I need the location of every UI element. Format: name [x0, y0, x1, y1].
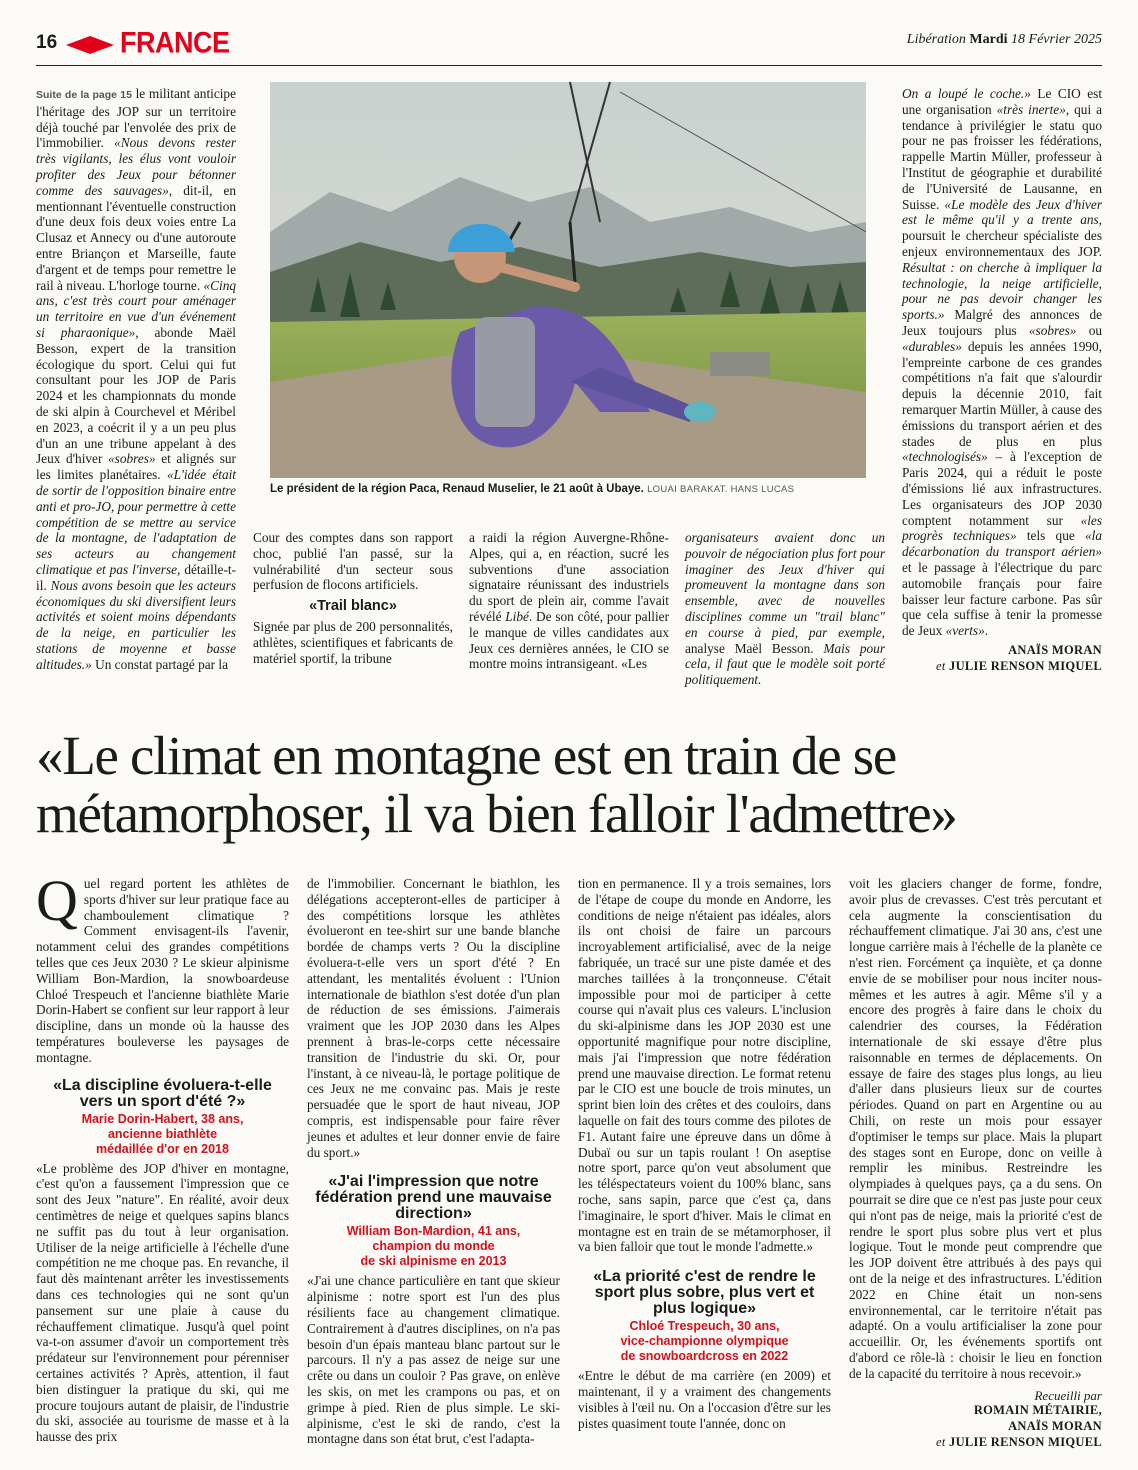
top-column-5: [902, 86, 1102, 674]
dropcap: Q: [36, 868, 78, 933]
article-photo: [270, 82, 866, 478]
quote: «la décarbonation du transport aérien»: [902, 528, 1102, 560]
interview-header-3: [578, 1269, 831, 1364]
quote: Nous avons besoin que les acteurs économiques du ski diversifient leurs activités et soient moins dépendants de la neige, en particulier les stations de moyenne et basse altitudes.»: [36, 577, 236, 672]
top-column-2: [253, 530, 453, 666]
quote: «technologisés»: [902, 449, 988, 465]
top-column-4: [685, 530, 885, 688]
interviewee-role: de ski alpinisme en 2013: [360, 1254, 507, 1269]
interview-title: «La discipline évoluera-t-elle vers un sport d'été ?»: [53, 1076, 272, 1110]
quote: «durables»: [902, 338, 962, 354]
credit-intro: Recueilli par: [1034, 1387, 1102, 1403]
conjunction: et: [935, 658, 946, 673]
author-name: JULIE RENSON MIQUEL: [949, 1434, 1102, 1449]
quote: «très inerte»: [996, 101, 1066, 117]
interviewee-name: Marie Dorin-Habert, 38 ans,: [81, 1111, 244, 1126]
text: .: [984, 623, 989, 639]
interviewee-name: William Bon-Mardion, 41 ans,: [346, 1224, 521, 1239]
text: détaille-t-il.: [36, 561, 236, 593]
text: Le CIO est une organisation: [902, 86, 1103, 117]
interviewee-role: vice-championne olympique: [620, 1334, 789, 1349]
text: , qui a tendance à privilégier le statu quo pour ne pas froisser les fédérations, rappelle Martin Müller, professeur à l'Institut de géographie et durabilité de l'Université de Lausanne, en Suisse.: [902, 101, 1103, 212]
interview-credits: [849, 1388, 1102, 1451]
interview-header-2: [307, 1174, 560, 1269]
section-title: FRANCE: [120, 26, 230, 60]
interviewee-role: champion du monde: [372, 1239, 495, 1254]
conjunction: et: [935, 1434, 946, 1449]
text: depuis les années 1990, l'empreinte carbone de ces grandes compétitions n'a fait que s'alourdir depuis la décennie 2010, fait remarquer Martin Müller, à cause des émissions du transport aérien et des stades de plus en plus: [902, 338, 1102, 449]
top-column-1: [36, 86, 236, 672]
photo-credit: LOUAI BARAKAT. HANS LUCAS: [647, 484, 795, 495]
interviewee-role: ancienne biathlète: [107, 1126, 218, 1141]
bottom-column-4: [849, 876, 1102, 1451]
quote: «Cinq ans, c'est très court pour aménager un territoire en vue d'un événement si pharaonique»: [36, 277, 236, 340]
text: le militant anticipe l'héritage des JOP sur un territoire déjà touché par l'envolée des prix de l'immobilier.: [36, 86, 236, 151]
top-column-3: [469, 530, 669, 672]
text: de l'immobilier. Concernant le biathlon, les délégations accepteront-elles de participer à des compétitions lorsque les athlètes évolueront en tee-shirt sur une bande blanche bordée de champs verts ? Ou la discipline évoluera-t-elle vers un sport d'été ? En attendant, les mentalités évoluent : l'Union internationale de biathlon s'est dotée d'un plan de réduction de ses émissions. J'aimerais vraiment que les JOP 2030 dans les Alpes prennent à bras-le-corps cette nécessaire transition de l'industrie du ski. Or, pour l'instant, à ce niveau-là, le portage politique de ces Jeux ne me convainc pas. Mais je reste persuadée que le sport de haut niveau, JOP compris, est indispensable pour faire rêver jeunes et adultes et leur donner envie de faire du sport.»: [307, 876, 560, 1160]
quote: «Le modèle des Jeux d'hiver est le même qu'il y a trente ans,: [902, 196, 1102, 228]
interview-header-1: [36, 1078, 289, 1157]
interviewee: [578, 1319, 831, 1364]
text: Signée par plus de 200 personnalités, athlètes, scientifiques et fabricants de matériel sportif, la tribune: [253, 618, 453, 666]
headline: «Le climat en montagne est en train de se métamorphoser, il va bien falloir l'admettre»: [36, 725, 957, 844]
quote: «verts»: [945, 623, 985, 639]
masthead-day: Mardi: [969, 32, 1008, 47]
text: Un constat partagé par la: [95, 656, 229, 672]
caption-text: Le président de la région Paca, Renaud Muselier, le 21 août à Ubaye.: [270, 483, 644, 495]
interviewee: [36, 1112, 289, 1157]
interview-title: «La priorité c'est de rendre le sport plus sobre, plus vert et plus logique»: [593, 1268, 816, 1318]
text: a raidi la région Auvergne-Rhône-Alpes, qui a, en réaction, sucré les subventions d'une association signataire réunissant des industriels du sport de plein air, comme l'avait révélé: [469, 530, 669, 624]
text: . De son côté, pour pallier le manque de villes candidates aux Jeux ces dernières années, le CIO se montre moins intransigeant. «Les: [469, 608, 669, 672]
subhead-trail-blanc: «Trail blanc»: [309, 598, 397, 615]
interviewee-role: de snowboardcross en 2022: [620, 1349, 789, 1364]
text: , abonde Maël Besson, expert de la transition écologique du sport. Celui qui fut consultant pour les JOP de Paris 2024 et les championnats du monde de ski alpin à Courchevel et Méribel en 2023, a coécrit il y a un peu plus d'un an une tribune appelant à des Jeux d'hiver: [36, 324, 236, 467]
author-name: ANAÏS MORAN: [1008, 1419, 1102, 1434]
quote: «sobres»: [108, 451, 156, 467]
text: Malgré des annonces de Jeux toujours plus: [902, 307, 1102, 338]
bottom-column-1: [36, 868, 289, 1445]
text: analyse Maël Besson.: [685, 640, 814, 656]
quote: On a loupé le coche.»: [902, 86, 1031, 101]
author-signature: [902, 643, 1102, 675]
bottom-column-3: [578, 876, 831, 1431]
bottom-column-2: [307, 876, 560, 1447]
text: «Le problème des JOP d'hiver en montagne, c'est qu'on a faussement l'impression que ce sont des Jeux "nature". En réalité, avoir deux centimètres de neige et quelques sapins blancs ne suffit pas du tout à leur organisation. Utiliser de la neige artificielle à l'échelle d'une compétition ne me choque pas. En revanche, il faut dès maintenant arrêter les investissements dans ces technologies qui ne sont qu'un pansement sur une plaie à cause du réchauffement climatique. Jusqu'à quel point va-t-on assumer d'avoir un comportement très prédateur sur l'environnement pour pérenniser certaines activités ? Après, attention, il faut bien distinguer la pratique du ski, qui me procure toujours autant de plaisir, de l'industrie du ski, associée au tourisme de masse et à la hausse des prix: [36, 1160, 289, 1445]
quote: organisateurs avaient donc un pouvoir de négociation plus fort pour imaginer des Jeux d'hiver qui promeuvent la montagne dans son ensemble, avec de nouvelles disciplines comme un "trail blanc" en course à pied, par exemple,: [685, 530, 885, 640]
interviewee-role: médaillée d'or en 2018: [96, 1141, 229, 1156]
text: poursuit le chercheur spécialiste des enjeux environnementaux des JOP.: [902, 228, 1102, 259]
author-name: JULIE RENSON MIQUEL: [949, 658, 1102, 673]
interviewee-name: Chloé Trespeuch, 30 ans,: [629, 1319, 780, 1334]
text: tion en permanence. Il y a trois semaines, lors de l'étape de coupe du monde en Andorre, les conditions de neige n'étaient pas idéales, alors ils ont choisi de faire un parcours incroyablement artificialisé, avec de la neige fabriquée, un tracé sur une piste damée et des marches taillées à la tronçonneuse. C'était impossible pour moi de participer à cette course qui n'avait plus ces valeurs. L'inclusion du ski-alpinisme dans les JOP 2030 est une opportunité magnifique pour notre discipline, mais j'ai l'impression que notre fédération prend une mauvaise direction. Le format retenu par le CIO est une boucle de trois minutes, un sprint bien loin des crêtes et des couloirs, dans laquelle on fait des tours comme des pilotes de F1. Autant faire une épreuve dans un dôme à Dubaï ou sur un tapis roulant ! On aseptise notre sport, parce qu'on veut absolument que les téléspectateurs voient du 100% blanc, sans roche, sans sapin, parce que c'est ça, dans l'imaginaire, le sport d'hiver. Mais le climat en montagne est en train de se métamorphoser, il va bien falloir que tout le monde l'admette.»: [578, 876, 831, 1255]
text: , dit-il, en mentionnant l'éventuelle construction d'une deux fois deux voies entre La Clusaz et Annecy ou d'une autoroute entre Briançon et Marseille, faute d'argent et de temps pour remettre le rail à niveau. L'horloge tourne.: [36, 182, 236, 293]
text: et le passage à l'électrique du parc automobile français pour faire baisser leur facture carbone. Pas sûr que cela suffise à tenir la promesse de Jeux: [902, 559, 1102, 639]
page-header: [36, 26, 1102, 66]
quote: Résultat : on cherche à impliquer la technologie, la neige artificielle, pour ne pas devoir changer les sports.»: [902, 259, 1102, 323]
arrow-icon: [66, 34, 114, 56]
masthead-date: 18 Février 2025: [1011, 32, 1102, 47]
text: Cour des comptes dans son rapport choc, publié l'an passé, sur la vulnérabilité d'un secteur sous perfusion de flocons artificiels.: [253, 530, 453, 593]
text: tels que: [1026, 528, 1075, 544]
photo-caption: [270, 483, 866, 495]
quote: «L'idée était de sortir de l'opposition binaire entre anti et pro-JO, pour permettre à cette compétition de se mettre au service de la montagne, de l'adaptation de ses acteurs au changement climatique et pas l'inverse,: [36, 467, 236, 577]
text: – à l'exception de Paris 2024, qui a réduit le poste d'émissions lié aux infrastructures. Les organisateurs des JOP 2030 comptent notamment sur: [902, 449, 1102, 528]
text: voit les glaciers changer de forme, fondre, avoir plus de crevasses. C'est très percutant et cela augmente la conscientisation du réchauffement climatique. J'ai 30 ans, c'est une longue carrière mais à l'échelle de la planète ce n'est rien. Forcément ça inquiète, et ça donne envie de se mobiliser pour nous inciter nous-mêmes et les autres à agir. Même s'il y a encore des progrès à faire dans le choix du calendrier des courses, la Fédération internationale de ski essaye d'être plus raisonnable en termes de déplacements. On essaye de faire des stages plus longs, au lieu d'aller dans plusieurs lieux sur de courtes périodes. Quand on part en Argentine ou au Chili, on reste un mois pour essayer d'optimiser le temps sur place. Mais la plupart des stages sont en Europe, donc on veille à remplir les minibus. Restreindre les olympiades à quelques pays, ça a du sens. On pourrait se dire que ce n'est pas juste pour ceux qui n'ont pas de neige, mais la priorité c'est de rendre le sport plus sobre plus vert et plus logique. Tout le monde peut comprendre que les JOP doivent être attribués à des pays qui ont de la neige et des infrastructures. L'édition 2022 en Chine était un non-sens environnemental, car le territoire n'était pas adapté. On a voulu artificialiser la zone pour accueillir. Or, les événements sportifs ont d'abord ce rôle-là : choisir le lieu en fonction de la capacité du territoire à nous recevoir.»: [849, 876, 1102, 1381]
text: «Entre le début de ma carrière (en 2009) et maintenant, il y a vraiment des changements visibles à l'œil nu. On a l'occasion d'être sur les pistes quasiment toute l'année, donc on: [578, 1368, 831, 1431]
interviewee: [307, 1224, 560, 1269]
quote: «Nous devons rester très vigilants, les élus vont vouloir profiter des Jeux pour bétonner comme des sauvages»: [36, 135, 237, 198]
author-name: ROMAIN MÉTAIRIE,: [973, 1403, 1102, 1418]
interview-title: «J'ai l'impression que notre fédération prend une mauvaise direction»: [315, 1173, 552, 1223]
text: et alignés sur les limites planétaires.: [36, 451, 236, 483]
quote: «sobres»: [1028, 322, 1077, 338]
text: ou: [1088, 322, 1102, 338]
page-number: 16: [36, 32, 58, 53]
continued-label: Suite de la page 15: [36, 89, 132, 101]
quote: «les progrès techniques»: [902, 512, 1103, 544]
author-name: ANAÏS MORAN: [1008, 642, 1102, 657]
text: uel regard portent les athlètes de sports d'hiver sur leur pratique face au chamboulement climatique ? Comment envisagent-ils l'avenir, notamment celui des grandes compétitions telles que ces Jeux 2030 ? Le skieur alpinisme William Bon-Mardion, la snowboardeuse Chloé Trespeuch et l'ancienne biathlète Marie Dorin-Habert se confient sur leur rapport à leur discipline, dans un monde où la hausse des températures bouleverse les paysages de montagne.: [36, 876, 289, 1065]
quote: Mais pour cela, il faut que le modèle soit porté politiquement.: [685, 640, 885, 688]
text: «J'ai une chance particulière en tant que skieur alpinisme : notre sport est l'un des plus résilients face au changement climatique. Contrairement à d'autres disciplines, on n'a pas besoin d'un épais manteau blanc partout sur le parcours. Il n'y a pas assez de neige sur une crête ou dans un couloir ? Pas grave, on enlève les skis, on met les crampons ou pas, et on grimpe à pied. Rien de plus simple. Le ski-alpinisme, c'est le ski de rando, c'est la montagne dans son état brut, c'est l'adapta-: [307, 1273, 560, 1447]
newspaper-name: Libé: [505, 608, 529, 624]
masthead-paper: Libération: [906, 32, 966, 47]
intro-paragraph: [36, 868, 289, 1066]
masthead: [907, 32, 1102, 48]
photo-zipline: [270, 82, 866, 478]
